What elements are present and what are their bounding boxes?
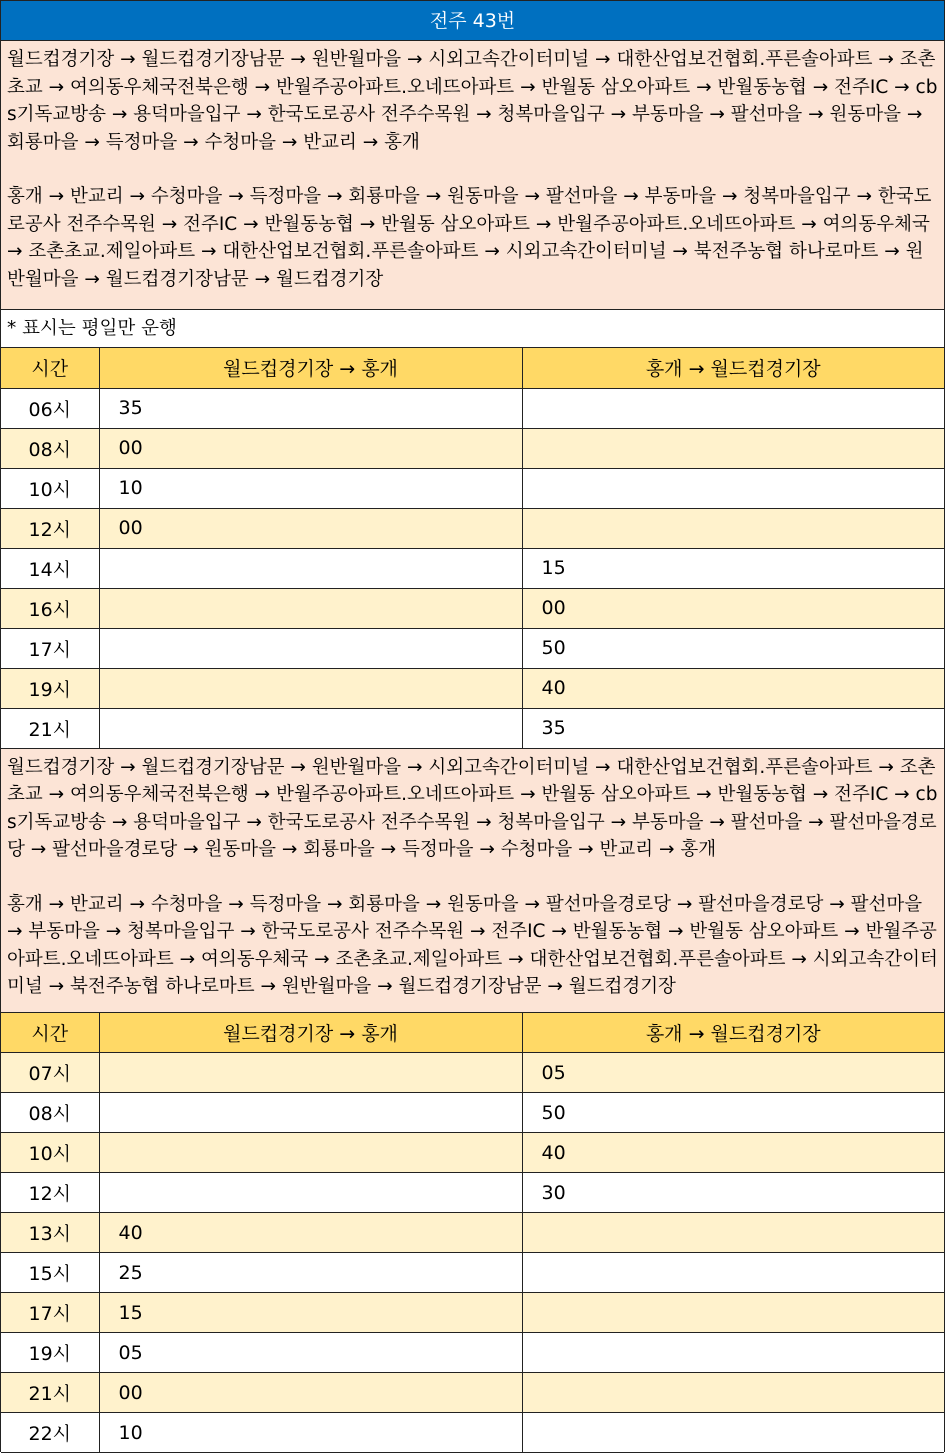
table-row: [1, 1213, 944, 1253]
time-cell: 06시: [1, 388, 99, 428]
table-row: [1, 388, 944, 428]
timetable-1-body: [1, 388, 944, 748]
time-cell: 12시: [1, 1173, 99, 1213]
time-cell: 12시: [1, 508, 99, 548]
route-inbound-text: 홍개 → 반교리 → 수청마을 → 득정마을 → 회룡마을 → 원동마을 → 팔선마을 → 부동마을 → 청복마을입구 → 한국도로공사 전주수목원 → 전주IC → 반월동농협 → 반월동 삼오아파트 → 반월주공아파트.오네뜨아파트 → 여의동우체국 → 조촌초교.제일아파트 → 대한산업보건협회.푸른솔아파트 → 시외고속간이터미널 → 북전주농협 하나로마트 → 원반월마을 → 월드컵경기장남문 → 월드컵경기장: [7, 183, 938, 293]
inbound-cell: [522, 1413, 944, 1453]
outbound-cell: 00: [99, 1373, 522, 1413]
outbound-cell: 35: [99, 388, 522, 428]
header-outbound: 월드컵경기장 → 홍개: [99, 348, 522, 388]
outbound-cell: [99, 1053, 522, 1093]
outbound-cell: 15: [99, 1293, 522, 1333]
inbound-cell: 05: [522, 1053, 944, 1093]
table-row: [1, 1253, 944, 1293]
table-row: [1, 508, 944, 548]
table-row: [1, 1173, 944, 1213]
table-row: [1, 1053, 944, 1093]
time-cell: 17시: [1, 628, 99, 668]
outbound-cell: 25: [99, 1253, 522, 1293]
weekday-note: * 표시는 평일만 운행: [1, 310, 944, 348]
outbound-cell: [99, 708, 522, 748]
outbound-cell: 10: [99, 468, 522, 508]
time-cell: 08시: [1, 1093, 99, 1133]
inbound-cell: [522, 428, 944, 468]
header-inbound: 홍개 → 월드컵경기장: [522, 1013, 944, 1053]
outbound-cell: [99, 668, 522, 708]
timetable-2-body: [1, 1053, 944, 1453]
outbound-cell: [99, 548, 522, 588]
time-cell: 17시: [1, 1293, 99, 1333]
inbound-cell: 30: [522, 1173, 944, 1213]
table-row: [1, 1373, 944, 1413]
outbound-cell: 00: [99, 428, 522, 468]
inbound-cell: 50: [522, 1093, 944, 1133]
inbound-cell: 40: [522, 1133, 944, 1173]
table-row: [1, 628, 944, 668]
inbound-cell: 40: [522, 668, 944, 708]
route-description-1: [1, 41, 944, 310]
table-row: [1, 428, 944, 468]
inbound-cell: [522, 1333, 944, 1373]
inbound-cell: [522, 388, 944, 428]
table-row: [1, 1413, 944, 1453]
inbound-cell: 50: [522, 628, 944, 668]
table-row: [1, 1333, 944, 1373]
inbound-cell: 00: [522, 588, 944, 628]
outbound-cell: 10: [99, 1413, 522, 1453]
route-outbound-text: 월드컵경기장 → 월드컵경기장남문 → 원반월마을 → 시외고속간이터미널 → 대한산업보건협회.푸른솔아파트 → 조촌초교 → 여의동우체국전북은행 → 반월주공아파트.오네뜨아파트 → 반월동 삼오아파트 → 반월동농협 → 전주IC → cbs기독교방송 → 용덕마을입구 → 한국도로공사 전주수목원 → 청복마을입구 → 부동마을 → 팔선마을 → 팔선마을경로당 → 팔선마을경로당 → 원동마을 → 회룡마을 → 득정마을 → 수청마을 → 반교리 → 홍개: [7, 754, 938, 864]
time-cell: 16시: [1, 588, 99, 628]
table-row: [1, 1093, 944, 1133]
table-header-row: [1, 348, 944, 388]
time-cell: 13시: [1, 1213, 99, 1253]
header-outbound: 월드컵경기장 → 홍개: [99, 1013, 522, 1053]
outbound-cell: [99, 1133, 522, 1173]
time-cell: 10시: [1, 468, 99, 508]
table-header-row: [1, 1013, 944, 1053]
time-cell: 22시: [1, 1413, 99, 1453]
time-cell: 21시: [1, 708, 99, 748]
table-row: [1, 668, 944, 708]
inbound-cell: 35: [522, 708, 944, 748]
page-title: 전주 43번: [1, 1, 944, 41]
table-row: [1, 1133, 944, 1173]
table-row: [1, 548, 944, 588]
inbound-cell: [522, 508, 944, 548]
outbound-cell: 40: [99, 1213, 522, 1253]
outbound-cell: [99, 588, 522, 628]
outbound-cell: [99, 1173, 522, 1213]
route-description-2: [1, 749, 944, 1013]
time-cell: 19시: [1, 1333, 99, 1373]
inbound-cell: [522, 1293, 944, 1333]
outbound-cell: 05: [99, 1333, 522, 1373]
inbound-cell: [522, 1213, 944, 1253]
time-cell: 19시: [1, 668, 99, 708]
inbound-cell: [522, 1373, 944, 1413]
time-cell: 07시: [1, 1053, 99, 1093]
timetable-2: [1, 1013, 944, 1453]
outbound-cell: [99, 628, 522, 668]
header-time: 시간: [1, 348, 99, 388]
time-cell: 10시: [1, 1133, 99, 1173]
time-cell: 14시: [1, 548, 99, 588]
time-cell: 21시: [1, 1373, 99, 1413]
header-inbound: 홍개 → 월드컵경기장: [522, 348, 944, 388]
route-outbound-text: 월드컵경기장 → 월드컵경기장남문 → 원반월마을 → 시외고속간이터미널 → 대한산업보건협회.푸른솔아파트 → 조촌초교 → 여의동우체국전북은행 → 반월주공아파트.오네뜨아파트 → 반월동 삼오아파트 → 반월동농협 → 전주IC → cbs기독교방송 → 용덕마을입구 → 한국도로공사 전주수목원 → 청복마을입구 → 부동마을 → 팔선마을 → 원동마을 → 회룡마을 → 득정마을 → 수청마을 → 반교리 → 홍개: [7, 46, 938, 156]
header-time: 시간: [1, 1013, 99, 1053]
outbound-cell: [99, 1093, 522, 1133]
time-cell: 15시: [1, 1253, 99, 1293]
route-inbound-text: 홍개 → 반교리 → 수청마을 → 득정마을 → 회룡마을 → 원동마을 → 팔선마을경로당 → 팔선마을경로당 → 팔선마을 → 부동마을 → 청복마을입구 → 한국도로공사 전주수목원 → 전주IC → 반월동농협 → 반월동 삼오아파트 → 반월주공아파트.오네뜨아파트 → 여의동우체국 → 조촌초교.제일아파트 → 대한산업보건협회.푸른솔아파트 → 시외고속간이터미널 → 북전주농협 하나로마트 → 원반월마을 → 월드컵경기장남문 → 월드컵경기장: [7, 891, 938, 1001]
table-row: [1, 588, 944, 628]
inbound-cell: 15: [522, 548, 944, 588]
outbound-cell: 00: [99, 508, 522, 548]
table-row: [1, 708, 944, 748]
inbound-cell: [522, 468, 944, 508]
time-cell: 08시: [1, 428, 99, 468]
table-row: [1, 468, 944, 508]
inbound-cell: [522, 1253, 944, 1293]
table-row: [1, 1293, 944, 1333]
timetable-1: [1, 348, 944, 749]
